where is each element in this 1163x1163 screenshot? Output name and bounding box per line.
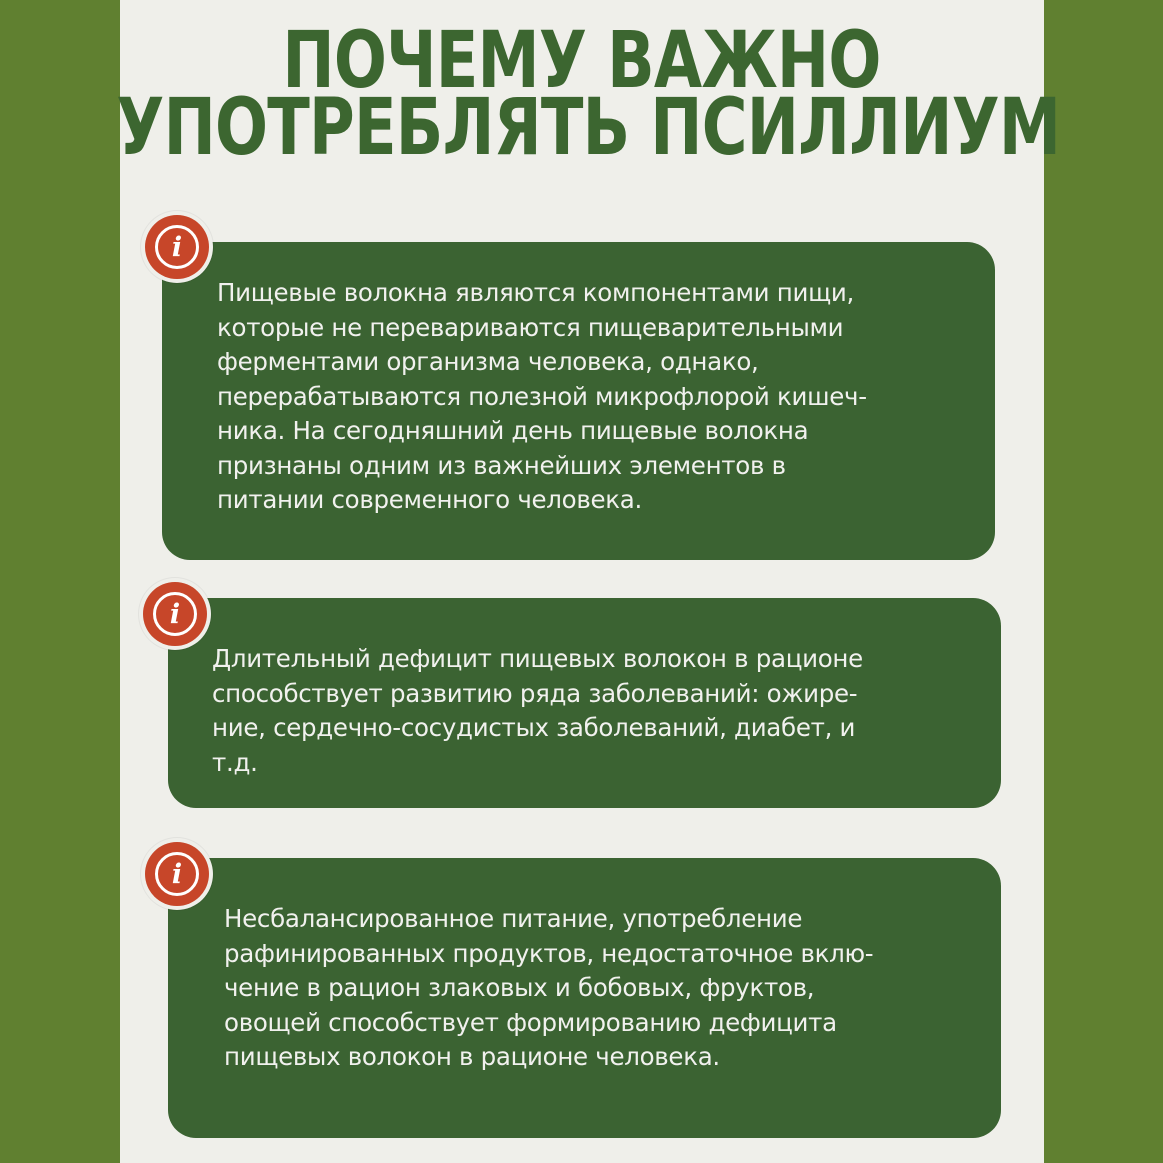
info-icon <box>143 582 207 646</box>
info-icon <box>145 215 209 279</box>
info-card-text: Несбалансированное питание, употребление рафинированных продуктов, недостаточное вклю- чение в рацион злаковых и бобовых, фруктов, овощей способствует формированию дефицита пищевых волокон в рационе человека. <box>224 904 874 1071</box>
title-line-1: ПОЧЕМУ ВАЖНО <box>282 16 881 106</box>
title-line-2: УПОТРЕБЛЯТЬ ПСИЛЛИУМ <box>116 83 1061 174</box>
info-icon-glyph: i <box>155 852 199 896</box>
page-title <box>0 16 1163 174</box>
info-card-text: Длительный дефицит пищевых волокон в рационе способствует развитию ряда заболеваний: ожире- ние, сердечно-сосудистых заболеваний, диабет, и т.д. <box>212 644 863 777</box>
info-icon <box>145 842 209 906</box>
info-card-unbalanced-diet <box>168 858 1001 1138</box>
info-card-text: Пищевые волокна являются компонентами пищи, которые не перевариваются пищеварительными ферментами организма человека, однако, перерабатываются полезной микрофлорой кишеч- ника. На сегодняшний день пищевые волокна признаны одним из важнейших элементов в питании современного человека. <box>217 278 867 514</box>
info-card-dietary-fiber <box>162 242 995 560</box>
info-icon-glyph: i <box>153 592 197 636</box>
info-icon-glyph: i <box>155 225 199 269</box>
info-card-fiber-deficit <box>168 598 1001 808</box>
